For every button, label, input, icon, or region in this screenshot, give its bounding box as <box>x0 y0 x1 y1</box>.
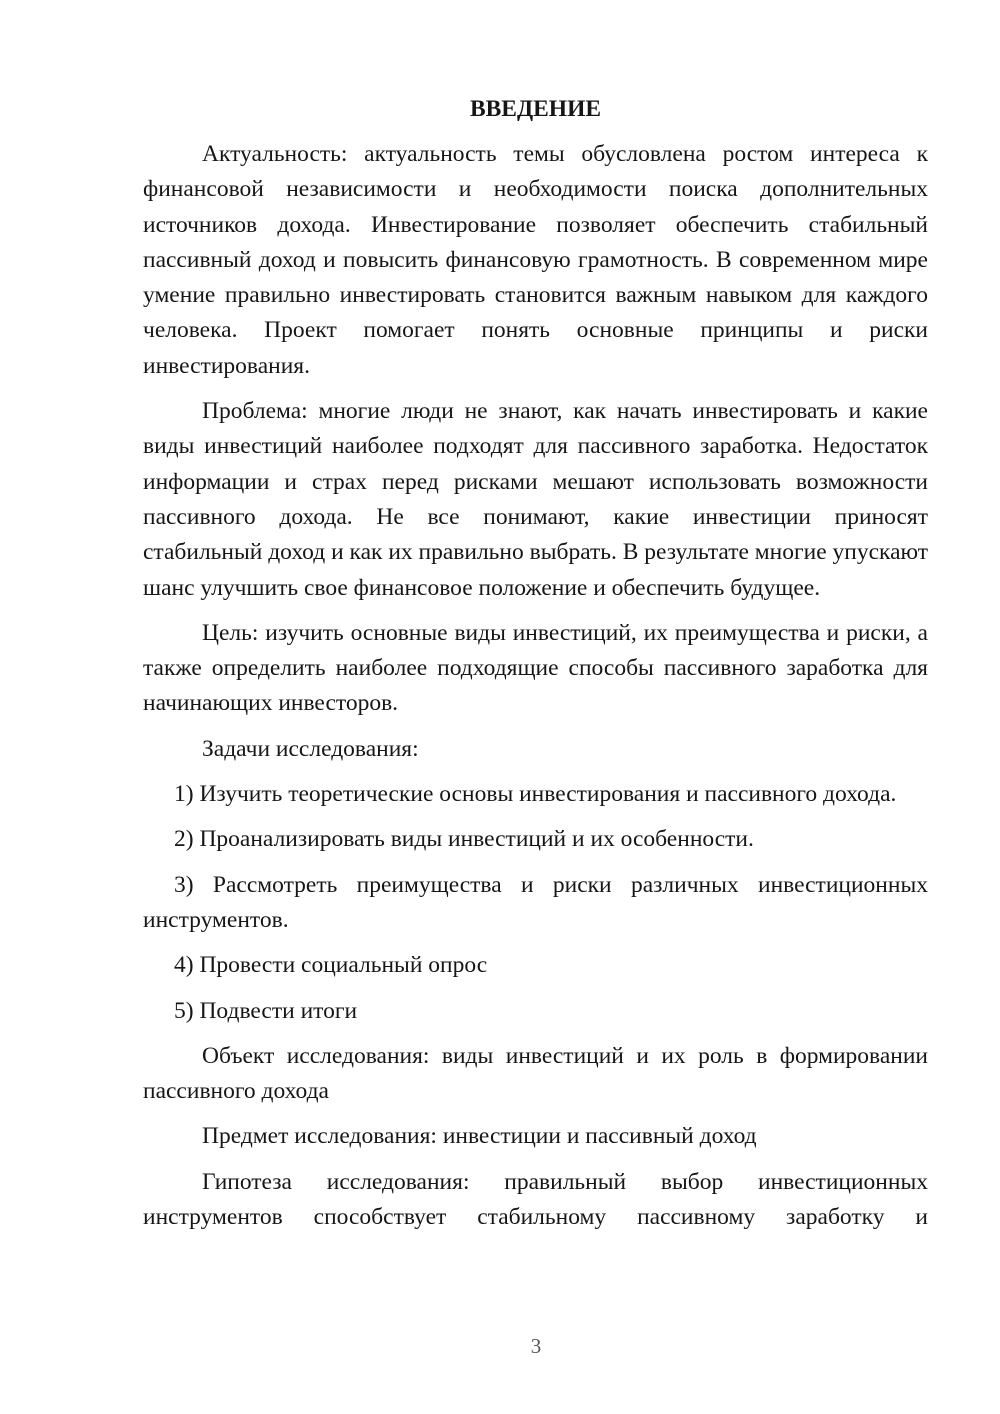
goal-paragraph: Цель: изучить основные виды инвестиций, их преимущества и риски, а также определить наиболее подходящие способы пассивного заработка для начинающих инвесторов. <box>143 619 928 717</box>
section-heading: ВВЕДЕНИЕ <box>469 96 602 122</box>
object-paragraph: Объект исследования: виды инвестиций и их роль в формировании пассивного дохода <box>143 1042 928 1105</box>
tasks-title: Задачи исследования: <box>202 735 419 762</box>
task-item-1: 1) Изучить теоретические основы инвестирования и пассивного дохода. <box>174 781 897 808</box>
task-item-5: 5) Подвести итоги <box>174 997 358 1024</box>
task-item-3: 3) Рассмотреть преимущества и риски различных инвестиционных инструментов. <box>143 871 928 933</box>
problem-paragraph: Проблема: многие люди не знают, как начать инвестировать и какие виды инвестиций наиболее подходят для пассивного заработка. Недостаток информации и страх перед рисками мешают использовать возможности пассивного дохода. Не все понимают, какие инвестиции приносят стабильный доход и как их правильно выбрать. В результате многие упускают шанс улучшить свое финансовое положение и обеспечить будущее. <box>143 398 929 601</box>
relevance-paragraph: Актуальность: актуальность темы обусловлена ростом интереса к финансовой независимости и необходимости поиска дополнительных источников дохода. Инвестирование позволяет обеспечить стабильный пассивный доход и повысить финансовую грамотность. В современном мире умение правильно инвестировать становится важным навыком для каждого человека. Проект помогает понять основные принципы и риски инвестирования. <box>143 141 928 379</box>
task-item-4: 4) Провести социальный опрос <box>174 952 488 979</box>
task-item-2: 2) Проанализировать виды инвестиций и их особенности. <box>174 826 754 853</box>
page-number: 3 <box>530 1334 542 1358</box>
page-content <box>143 92 928 1245</box>
hypothesis-paragraph: Гипотеза исследования: правильный выбор инвестиционных инструментов способствует стабильному пассивному заработку и <box>143 1168 928 1231</box>
subject-paragraph: Предмет исследования: инвестиции и пассивный доход <box>202 1123 757 1150</box>
